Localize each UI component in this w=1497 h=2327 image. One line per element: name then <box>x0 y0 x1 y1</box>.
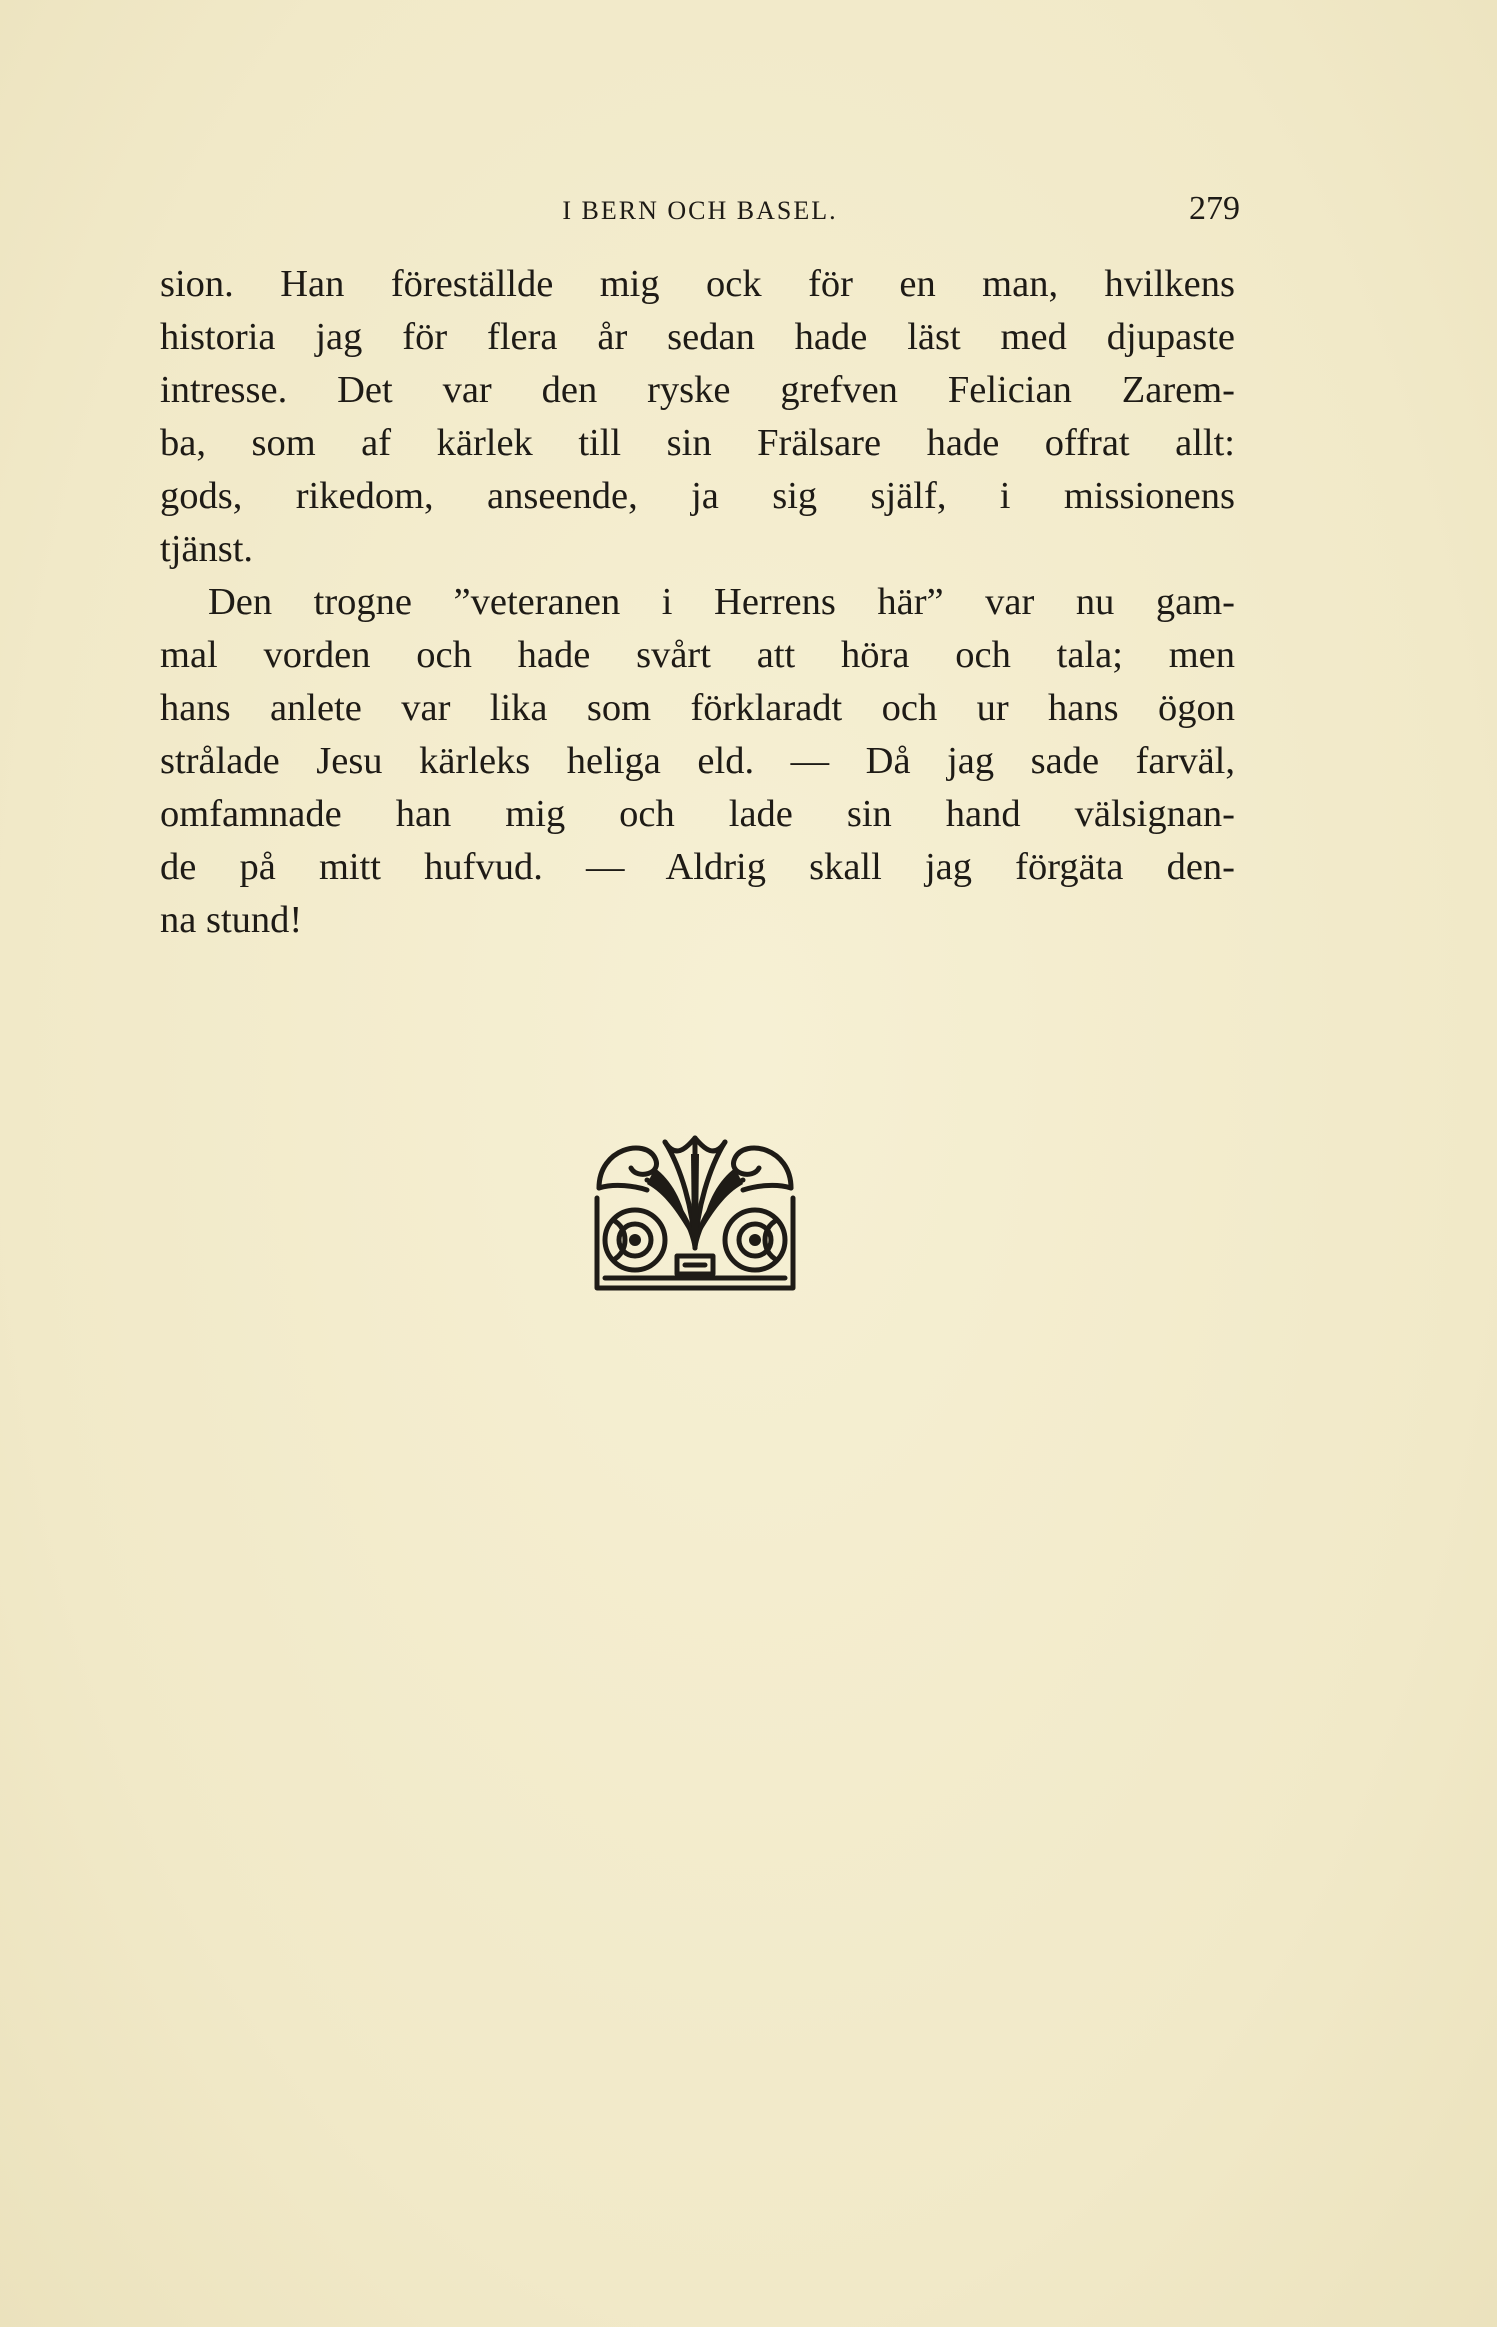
text-line: historia jag för flera år sedan hade läst med djupaste <box>160 316 1235 358</box>
text-line: strålade Jesu kärleks heliga eld. — Då jag sade farväl, <box>160 740 1235 782</box>
text-line: de på mitt hufvud. — Aldrig skall jag förgäta den- <box>160 846 1235 888</box>
text-line: intresse. Det var den ryske grefven Felician Zarem- <box>160 369 1235 411</box>
text-line: tjänst. <box>160 528 254 570</box>
text-line: sion. Han föreställde mig ock för en man, hvilkens <box>160 263 1235 305</box>
text-line: hans anlete var lika som förklaradt och ur hans ögon <box>160 687 1235 729</box>
text-line: na stund! <box>160 899 303 941</box>
text-line: gods, rikedom, anseende, ja sig själf, i missionens <box>160 475 1235 517</box>
paragraph-2 <box>160 576 1235 947</box>
page-number: 279 <box>1189 190 1240 227</box>
text-line: ba, som af kärlek till sin Frälsare hade offrat allt: <box>160 422 1235 464</box>
text-line: omfamnade han mig och lade sin hand välsignan- <box>160 793 1235 835</box>
running-title: I BERN OCH BASEL. <box>562 196 838 225</box>
text-line: mal vorden och hade svårt att höra och tala; men <box>160 634 1235 676</box>
body-text <box>160 258 1235 947</box>
text-line: Den trogne ”veteranen i Herrens här” var nu gam- <box>208 581 1235 623</box>
paragraph-1 <box>160 258 1235 576</box>
palmette-tailpiece-icon <box>585 1128 805 1293</box>
running-head <box>160 190 1240 230</box>
